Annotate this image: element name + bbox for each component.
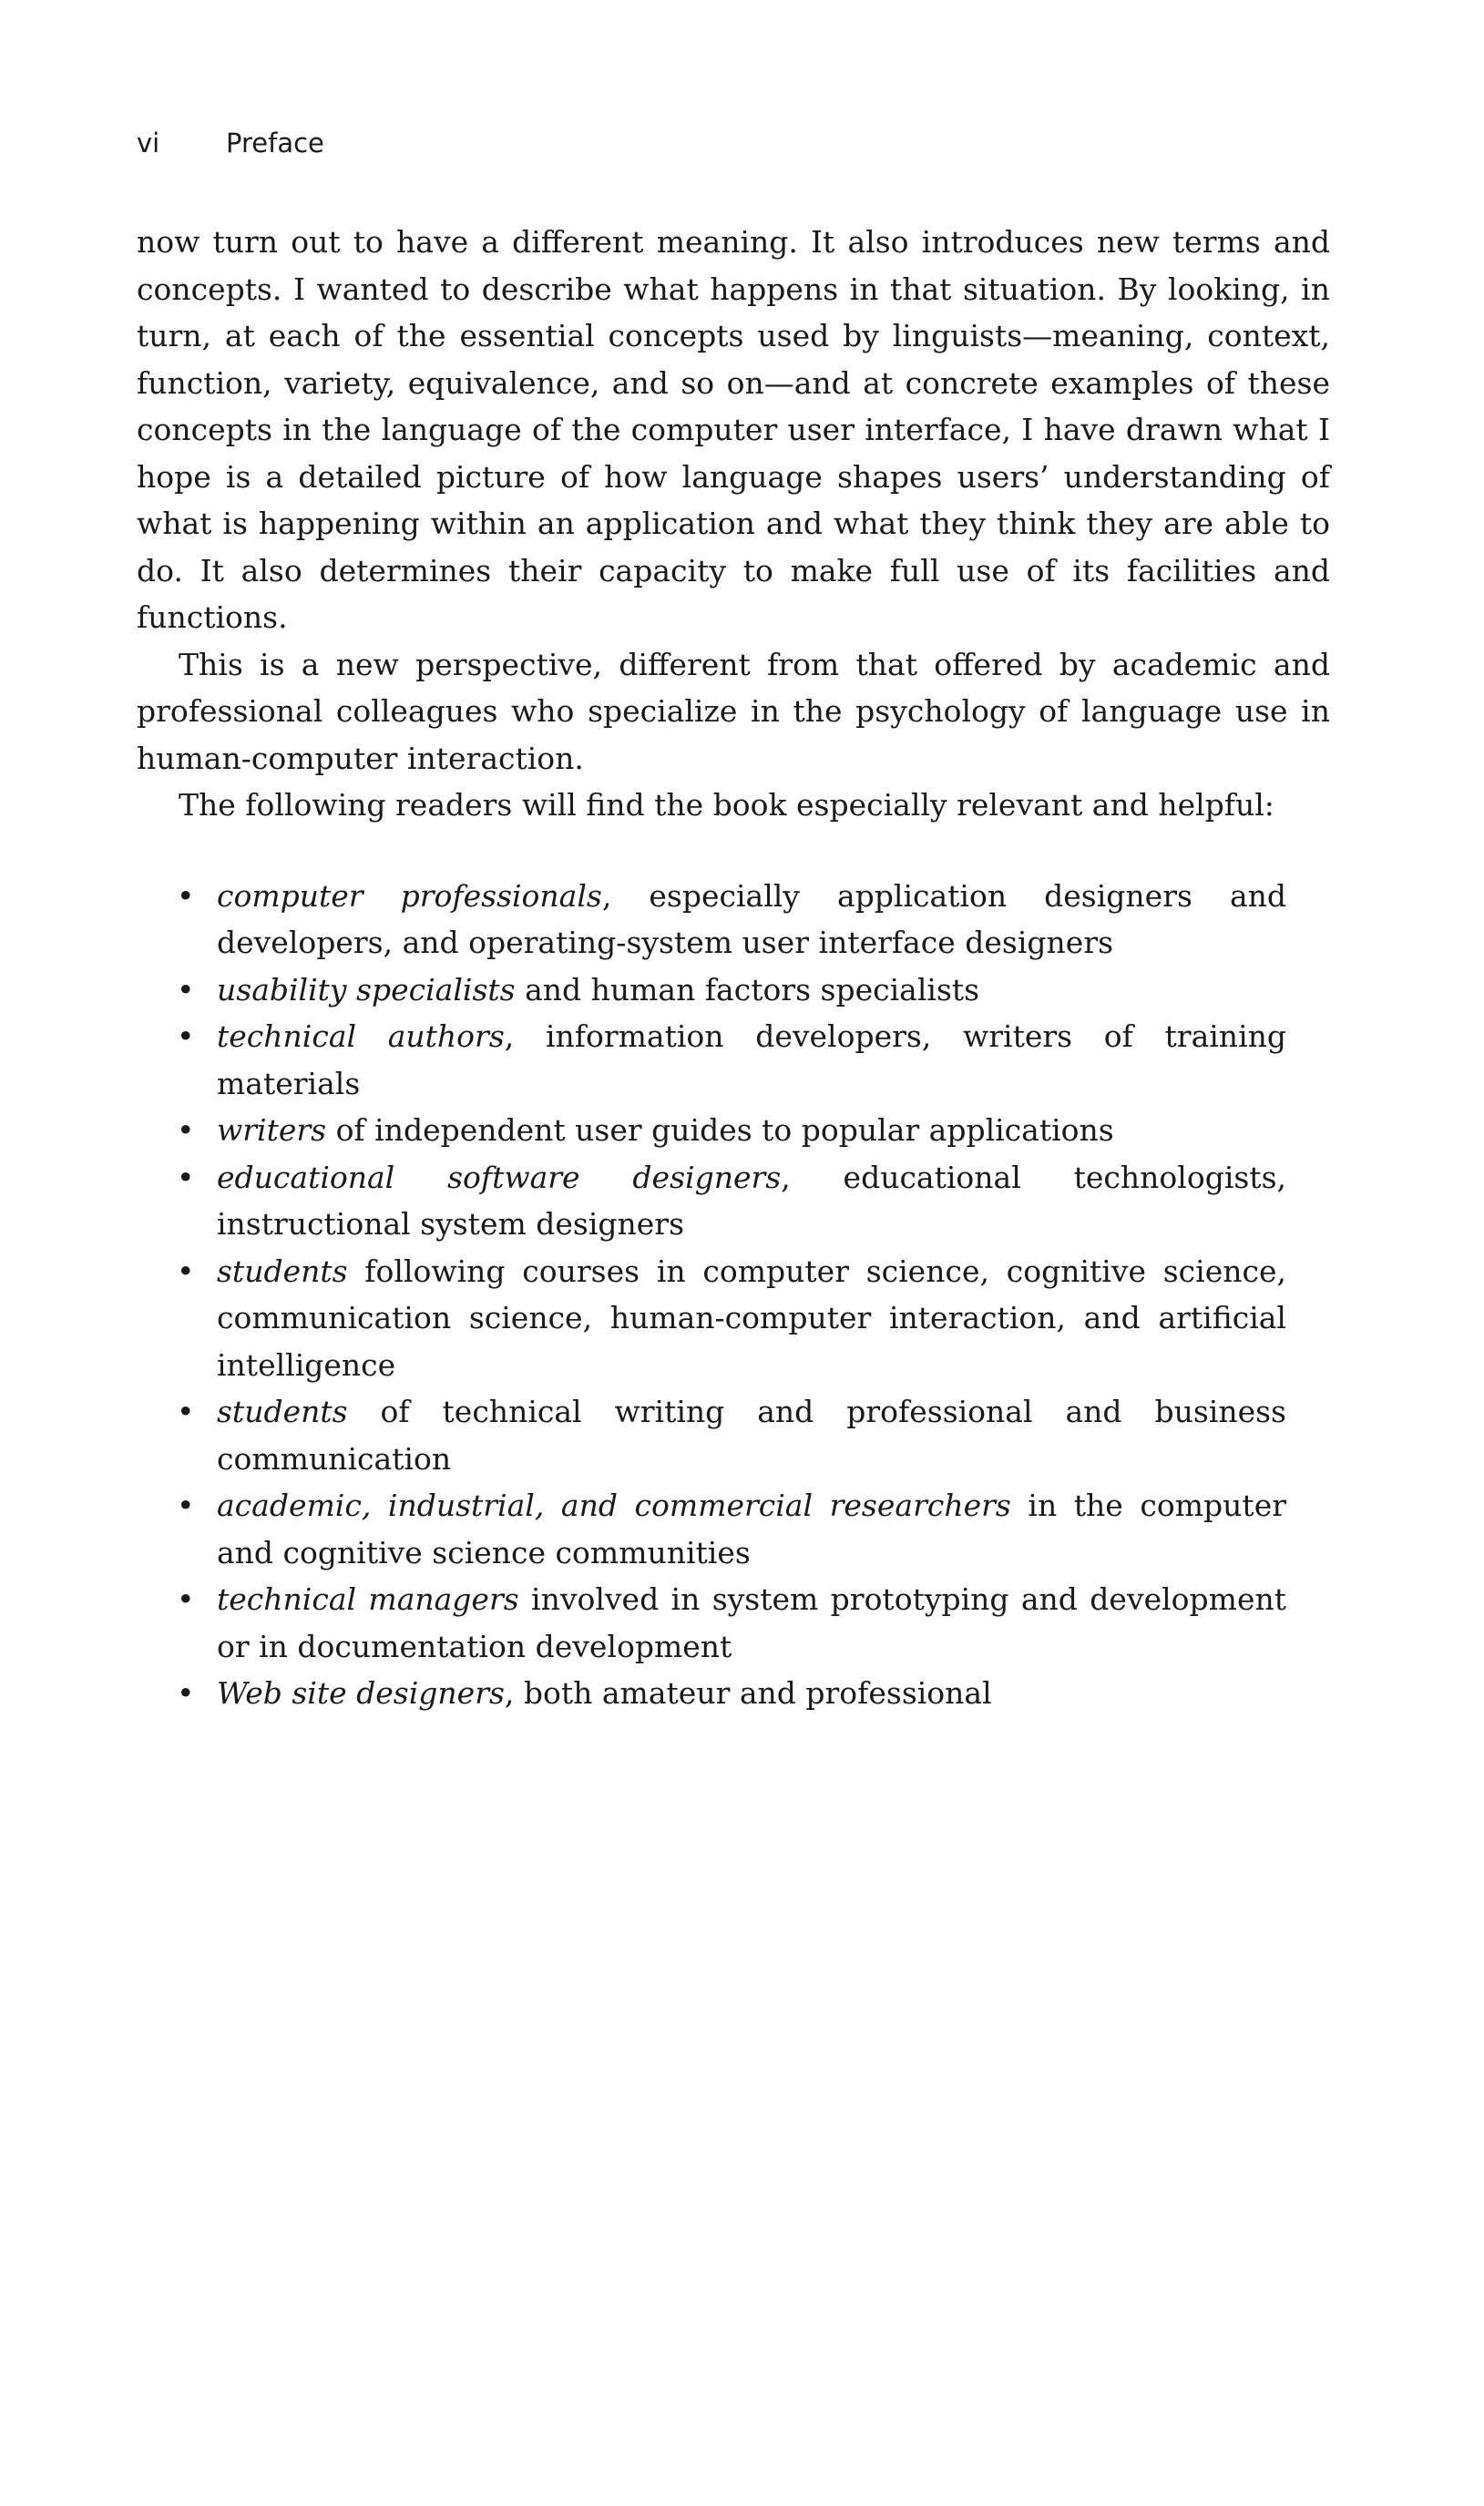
reader-term: writers — [217, 1112, 327, 1148]
list-item — [137, 1248, 1286, 1389]
list-item — [137, 967, 1286, 1014]
reader-description: involved in system prototyping and development or in documentation development — [217, 1581, 1286, 1664]
paragraph-continuation: now turn out to have a different meaning. It also introduces new terms and concepts. I wanted to describe what happens in that situation. By looking, in turn, at each of the essential concepts used by linguists—meaning, context, function, variety, equivalence, and so on—and at concrete examples of these concepts in the language of the computer user interface, I have drawn what I hope is a detailed picture of how language shapes users’ understanding of what is happening within an application and what they think they are able to do. It also determines their capacity to make full use of its facilities and functions. — [137, 224, 1330, 635]
reader-term: usability specialists — [217, 971, 516, 1008]
bullet-icon: • — [177, 1159, 195, 1195]
reader-term: students — [217, 1253, 348, 1289]
paragraph-readers-intro: The following readers will find the book especially relevant and helpful: — [179, 787, 1274, 823]
bullet-icon: • — [177, 1018, 195, 1054]
running-head — [137, 128, 324, 159]
reader-term: academic, industrial, and commercial researchers — [217, 1488, 1011, 1523]
running-title: Preface — [226, 128, 324, 159]
list-item — [137, 873, 1286, 967]
list-item — [137, 1670, 1286, 1717]
reader-description: , both amateur and professional — [504, 1675, 992, 1711]
reader-description: , information developers, writers of training materials — [217, 1018, 1286, 1101]
bullet-icon: • — [177, 971, 195, 1008]
bullet-icon: • — [177, 1488, 195, 1523]
reader-description: and human factors specialists — [515, 971, 980, 1008]
bullet-icon: • — [177, 1112, 195, 1148]
body-text — [137, 219, 1330, 1717]
bullet-icon: • — [177, 1675, 195, 1711]
bullet-icon: • — [177, 877, 195, 914]
list-item — [137, 1154, 1286, 1248]
reader-description: , educational technologists, instructional system designers — [217, 1159, 1286, 1242]
reader-term: students — [217, 1394, 348, 1429]
reader-description: of independent user guides to popular applications — [326, 1112, 1114, 1148]
reader-term: technical authors — [217, 1018, 505, 1054]
reader-description: in the computer and cognitive science communities — [217, 1488, 1286, 1570]
list-item — [137, 1576, 1286, 1670]
reader-term: computer professionals — [217, 877, 602, 914]
paragraph-perspective: This is a new perspective, different from that offered by academic and professional colleagues who specialize in the psychology of language use in human-computer interaction. — [137, 646, 1330, 776]
page-number: vi — [137, 128, 160, 159]
bullet-icon: • — [177, 1253, 195, 1289]
reader-term: Web site designers — [217, 1675, 505, 1711]
reader-description: , especially application designers and developers, and operating-system user interface designers — [217, 877, 1286, 960]
list-item — [137, 1107, 1286, 1154]
reader-term: technical managers — [217, 1581, 519, 1617]
readers-list — [137, 873, 1286, 1717]
reader-description: following courses in computer science, cognitive science, communication science, human-computer interaction, and artificial intelligence — [217, 1253, 1286, 1383]
bullet-icon: • — [177, 1581, 195, 1617]
reader-description: of technical writing and professional and business communication — [217, 1394, 1286, 1477]
list-item — [137, 1013, 1286, 1107]
list-item — [137, 1388, 1286, 1482]
bullet-icon: • — [177, 1394, 195, 1429]
reader-term: educational software designers — [217, 1159, 782, 1195]
list-item — [137, 1482, 1286, 1576]
